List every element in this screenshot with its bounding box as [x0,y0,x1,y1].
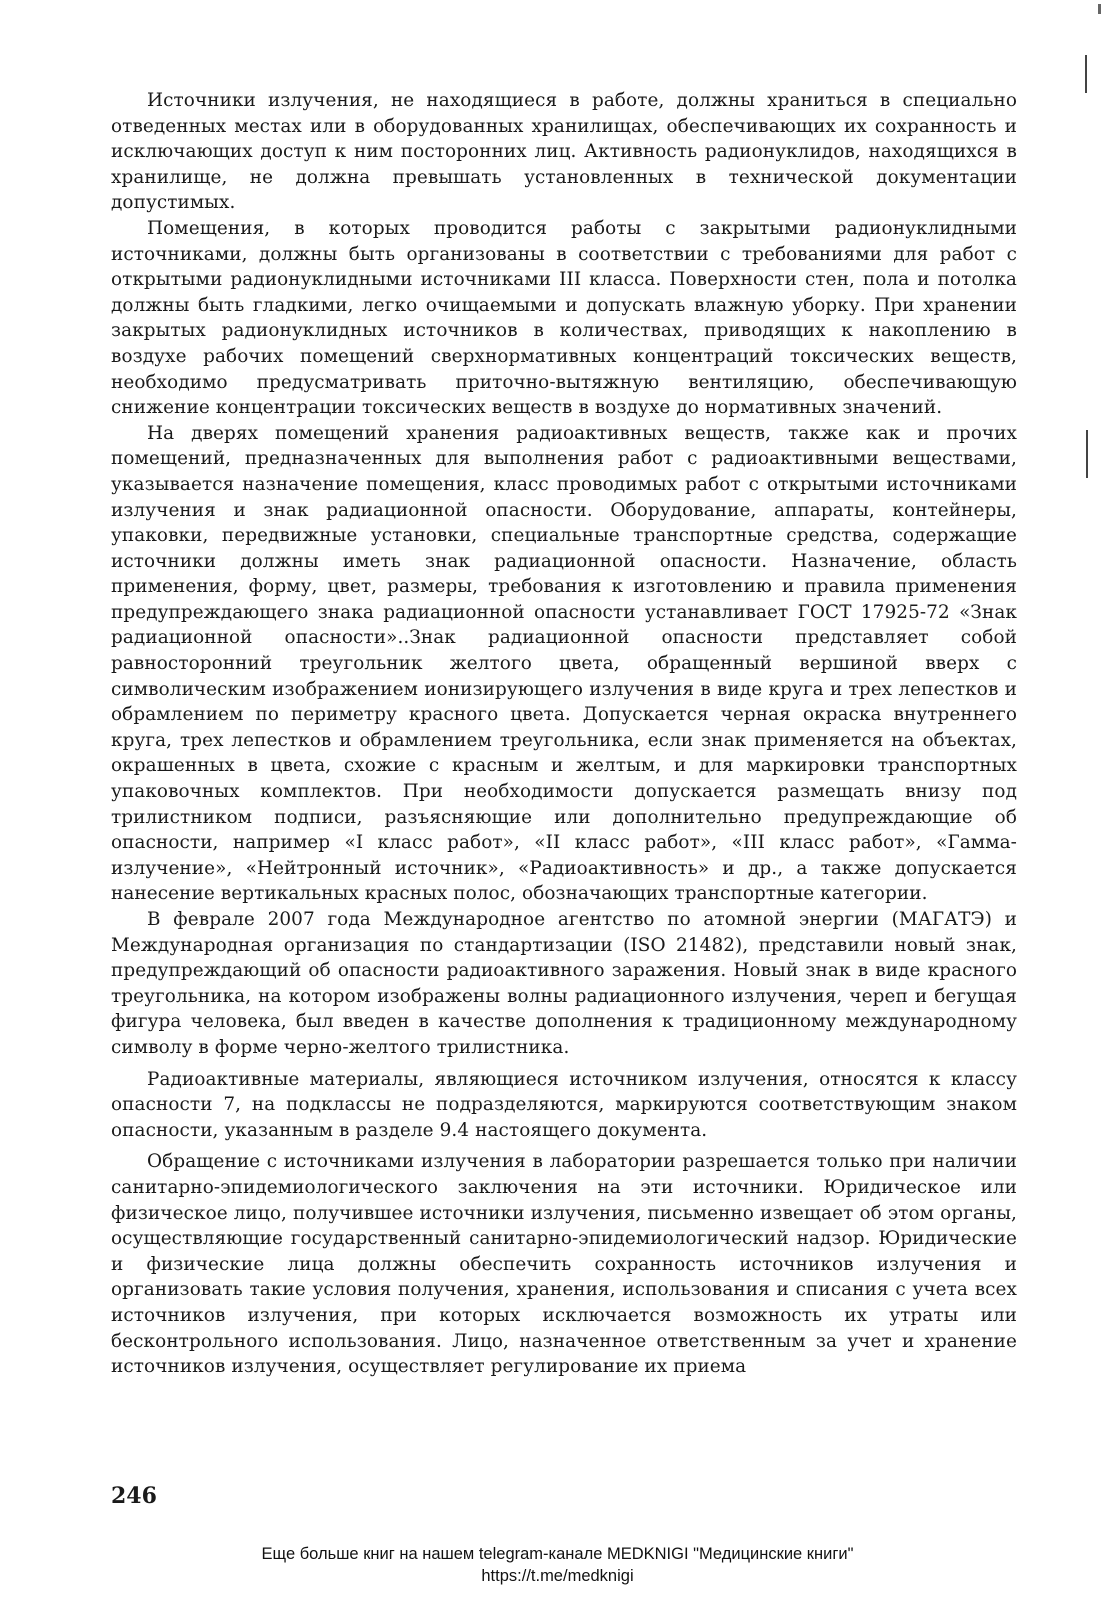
paragraph: Обращение с источниками излучения в лаборатории разрешается только при наличии санитарно-эпидемиологического заключения на эти источники. Юридическое или физическое лицо, получившее источники излучения, письменно извещает об этом органы, осуществляющие государственный санитарно-эпидемиологический надзор. Юридические и физические лица должны обеспечить сохранность источников излучения и организовать такие условия получения, хранения, использования и списания с учета всех источников излучения, при которых исключается возможность их утраты или бесконтрольного использования. Лицо, назначенное ответственным за учет и хранение источников излучения, осуществляет регулирование их приема [111,1151,1017,1378]
paragraph: В феврале 2007 года Международное агентство по атомной энергии (МАГАТЭ) и Международная организация по стандартизации (ISO 21482), представили новый знак, предупреждающий об опасности радиоактивного заражения. Новый знак в виде красного треугольника, на котором изображены волны радиационного излучения, череп и бегущая фигура человека, был введен в качестве дополнения к традиционному международному символу в форме черно-желтого трилистника. [111,909,1017,1058]
paragraph: На дверях помещений хранения радиоактивных веществ, также как и прочих помещений, предназначенных для выполнения работ с радиоактивными веществами, указывается назначение помещения, класс проводимых работ с открытыми источниками излучения и знак радиационной опасности. Оборудование, аппараты, контейнеры, упаковки, передвижные установки, специальные транспортные средства, содержащие источники должны иметь знак радиационной опасности. Назначение, область применения, форму, цвет, размеры, требования к изготовлению и правила применения предупреждающего знака радиационной опасности устанавливает ГОСТ 17925-72 «Знак радиационной опасности»..Знак радиационной опасности представляет собой равносторонний треугольник желтого цвета, обращенный вершиной вверх с символическим изображением ионизирующего излучения в виде круга и трех лепестков и обрамлением по периметру красного цвета. Допускается черная окраска внутреннего круга, трех лепестков и обрамлением треугольника, если знак применяется на объектах, окрашенных в цвета, схожие с красным и желтым, и для маркировки транспортных упаковочных комплектов. При необходимости допускается размещать внизу под трилистником подписи, разъясняющие или дополнительно предупреждающие об опасности, например «I класс работ», «II класс работ», «III класс работ», «Гамма-излучение», «Нейтронный источник», «Радиоактивность» и др., а также допускается нанесение вертикальных красных полос, обозначающих транспортные категории. [111,422,1017,905]
footer [0,1543,1115,1587]
scan-artifact [1086,430,1088,478]
body-text [111,88,1017,1380]
paragraph: Источники излучения, не находящиеся в работе, должны храниться в специально отведенных местах или в оборудованных хранилищах, обеспечивающих их сохранность и исключающих доступ к ним посторонних лиц. Активность радионуклидов, находящихся в хранилище, не должна превышать установленных в технической документации допустимых. [111,90,1017,214]
footer-promo-text: Еще больше книг на нашем telegram-канале MEDKNIGI "Медицинские книги" [261,1545,854,1563]
scan-artifact [1085,55,1087,93]
paragraph: Помещения, в которых проводится работы с закрытыми радионуклидными источниками, должны быть организованы в соответствии с требованиями для работ с открытыми радионуклидными источниками III класса. Поверхности стен, пола и потолка должны быть гладкими, легко очищаемыми и допускать влажную уборку. При хранении закрытых радионуклидных источников в количествах, приводящих к накоплению в воздухе рабочих помещений сверхнормативных концентраций токсических веществ, необходимо предусматривать приточно-вытяжную вентиляцию, обеспечивающую снижение концентрации токсических веществ в воздухе до нормативных значений. [111,217,1017,419]
scan-artifact [1098,4,1101,14]
page-number: 246 [111,1483,157,1509]
paragraph: Радиоактивные материалы, являющиеся источником излучения, относятся к классу опасности 7, на подклассы не подразделяются, маркируются соответствующим знаком опасности, указанным в разделе 9.4 настоящего документа. [111,1068,1017,1141]
footer-telegram-link[interactable]: https://t.me/medknigi [481,1567,634,1585]
